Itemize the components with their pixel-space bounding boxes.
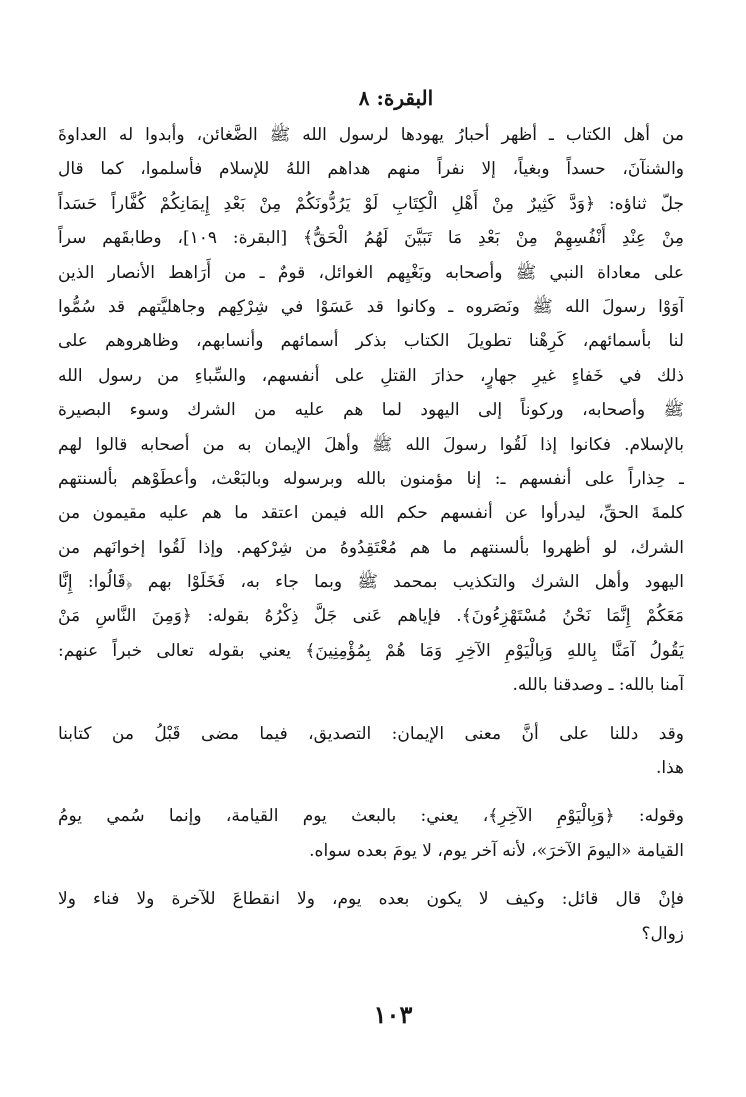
paragraph <box>58 717 684 786</box>
text-line: من أهل الكتاب ـ أظهر أحبارُ يهودها لرسول الله ﷺ الضَّغائن، وأبدوا له العداوةَ <box>58 125 684 145</box>
text-line: الشرك، لو أظهروا بألسنتهم ما هم مُعْتَقِدُوهُ من شِرْكهم. وإذا لَقُوا إخوانَهم من <box>58 537 684 558</box>
text-line: ـ حِذاراً على أنفسهم ـ: إنا مؤمنون بالله وبرسوله وبالبَعْث، وأعطَوْهم بألسنتهم <box>58 468 684 489</box>
text-line: وقد دللنا على أنَّ معنى الإيمان: التصديق، فيما مضى قَبْلُ من كتابنا <box>58 723 684 744</box>
text-line: وقوله: ﴿وَبِالْيَوْمِ الآخِرِ﴾، يعني: بالبعث يوم القيامة، وإنما سُمي يومُ <box>58 806 684 827</box>
text-line: هذا. <box>655 758 684 779</box>
text-line: زوال؟ <box>641 923 684 944</box>
paragraph <box>58 799 684 868</box>
text-line: مِنْ عِنْدِ أَنْفُسِهِمْ مِنْ بَعْدِ مَا تَبَيَّنَ لَهُمُ الْحَقُّ﴾ [البقرة: ١٠٩]، وطابقَهم سراً <box>58 228 684 249</box>
paragraph <box>58 882 684 951</box>
text-line: آمنا بالله: ـ وصدقنا بالله. <box>512 675 684 696</box>
text-line: ﷺ وأصحابه، وركوناً إلى اليهود لما هم عليه من الشرك وسوء البصيرة <box>58 400 684 421</box>
text-line: القيامة «اليومَ الآخرَ»، لأنه آخر يوم، لا يومَ بعده سواه. <box>309 840 684 861</box>
text-line: مَعَكُمْ إِنَّمَا نَحْنُ مُسْتَهْزِءُونَ﴾. فإياهم عَنى جَلَّ ذِكْرُهُ بقوله: ﴿وَمِنَ النَّاسِ مَنْ <box>58 606 684 627</box>
paragraph <box>58 118 684 703</box>
text-line: آوَوْا رسولَ الله ﷺ ونَصَروه ـ وكانوا قد عَسَوْا في شِرْكِهم وجاهليَّتهم قد سُمُّوا <box>58 296 684 317</box>
text-line: جلّ ثناؤه: ﴿وَدَّ كَثِيرٌ مِنْ أَهْلِ الْكِتَابِ لَوْ يَرُدُّونَكُمْ مِنْ بَعْدِ إِيمَانِكُمْ كُفَّاراً حَسَداً <box>58 193 684 214</box>
page-number: ١٠٣ <box>373 1000 413 1029</box>
text-line: بالإسلام. فكانوا إذا لَقُوا رسولَ الله ﷺ وأهلَ الإيمان به من أصحابه قالوا لهم <box>58 434 684 455</box>
text-line: يَقُولُ آمَنَّا بِاللهِ وَبِالْيَوْمِ الآخِرِ وَمَا هُمْ بِمُؤْمِنِينَ﴾ يعني بقوله تعالى خبراً عنهم: <box>58 640 684 661</box>
text-line: كلمةَ الحقِّ، ليدرأوا عن أنفسهم حكم الله فيمن اعتقد ما هم عليه مقيمون من <box>58 503 684 524</box>
text-line: اليهود وأهل الشرك والتكذيب بمحمد ﷺ وبما جاء به، فَخَلَوْا بهم ﴿قَالُوا: إِنَّا <box>58 572 684 593</box>
text-line: على معاداة النبي ﷺ وأصحابه وبَغْيِهم الغوائل، قومٌ ـ من أَرَاهط الأنصار الذين <box>58 262 684 283</box>
text-line: ذلك في خَفاءٍ غيرِ جهارٍ، حذارَ القتلِ على أنفسهم، والسِّباءِ من رسول الله <box>58 365 684 386</box>
text-line: فإنْ قال قائل: وكيف لا يكون بعده يوم، ولا انقطاعَ للآخرة ولا فناء ولا <box>58 889 684 910</box>
text-line: والشنآنَ، حسداً وبغياً، إلا نفراً منهم هداهم اللهُ للإسلام فأسلموا، كما قال <box>58 159 684 180</box>
paragraph-spacer <box>58 785 684 799</box>
paragraph-spacer <box>58 703 684 717</box>
page-header-surah-reference: البقرة: ٨ <box>358 86 434 110</box>
text-line: لنا بأسمائهم، كَرِهْنا تطويلَ الكتاب بذكر أسمائهم وأنسابهم، وظاهروهم على <box>58 331 684 352</box>
paragraph-spacer <box>58 868 684 882</box>
page-body <box>58 118 684 951</box>
